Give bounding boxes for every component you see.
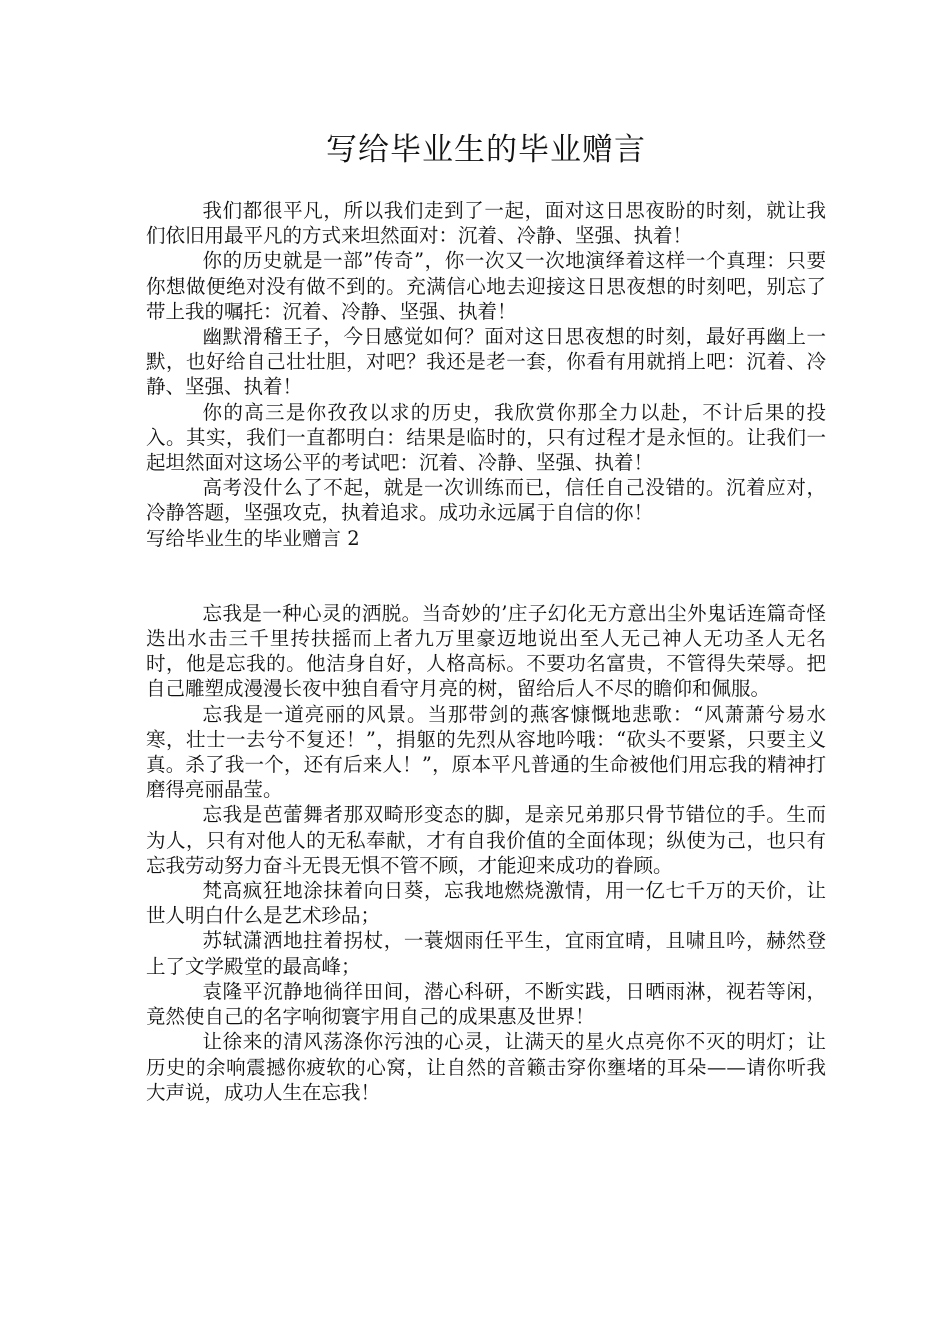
paragraph: 你的高三是你孜孜以求的历史，我欣赏你那全力以赴，不计后果的投入。其实，我们一直都明白：结果是临时的，只有过程才是永恒的。让我们一起坦然面对这场公平的考试吧：沉着、冷静、坚强、执着！ — [146, 400, 826, 475]
paragraph: 让徐来的清风荡涤你污浊的心灵，让满天的星火点亮你不灭的明灯；让历史的余响震撼你疲软的心窝，让自然的音籁击穿你壅堵的耳朵——请你听我大声说，成功人生在忘我！ — [146, 1030, 826, 1104]
paragraph: 苏轼潇洒地拄着拐杖，一蓑烟雨任平生，宜雨宜晴，且啸且吟，赫然登上了文学殿堂的最高峰； — [146, 929, 826, 978]
document-title: 写给毕业生的毕业赠言 — [326, 132, 646, 168]
paragraph: 你的历史就是一部”传奇”，你一次又一次地演绎着这样一个真理：只要你想做便绝对没有做不到的。充满信心地去迎接这日思夜想的时刻吧，别忘了带上我的嘱托：沉着、冷静、坚强、执着！ — [146, 249, 826, 323]
paragraph: 袁隆平沉静地徜徉田间，潜心科研，不断实践，日晒雨淋，视若等闲，竟然使自己的名字响彻寰宇用自己的成果惠及世界！ — [146, 979, 826, 1029]
section-gap — [146, 551, 826, 601]
paragraph: 忘我是芭蕾舞者那双畸形变态的脚，是亲兄弟那只骨节错位的手。生而为人，只有对他人的无私奉献，才有自我价值的全面体现；纵使为己，也只有忘我劳动努力奋斗无畏无惧不管不顾，才能迎来成功的眷顾。 — [146, 803, 826, 877]
paragraph: 幽默滑稽王子，今日感觉如何？面对这日思夜想的时刻，最好再幽上一默，也好给自己壮壮胆，对吧？我还是老一套，你看有用就捎上吧：沉着、冷静、坚强、执着！ — [146, 325, 826, 399]
paragraph: 梵高疯狂地涂抹着向日葵，忘我地燃烧激情，用一亿七千万的天价，让世人明白什么是艺术珍品； — [146, 879, 826, 928]
paragraph: 忘我是一种心灵的洒脱。当奇妙的’庄子幻化无方意出尘外鬼话连篇奇怪迭出水击三千里抟扶摇而上者九万里豪迈地说出至人无己神人无功圣人无名时，他是忘我的。他洁身自好，人格高标。不要功名富贵，不管得失荣辱。把自己雕塑成漫漫长夜中独自看守月亮的树，留给后人不尽的瞻仰和佩服。 — [146, 601, 826, 701]
paragraph: 我们都很平凡，所以我们走到了一起，面对这日思夜盼的时刻，就让我们依旧用最平凡的方式来坦然面对：沉着、冷静、坚强、执着！ — [146, 199, 826, 248]
section-subheading: 写给毕业生的毕业赠言 2 — [146, 526, 360, 550]
paragraph: 高考没什么了不起，就是一次训练而已，信任自己没错的。沉着应对，冷静答题，坚强攻克，执着追求。成功永远属于自信的你！ — [146, 476, 826, 525]
paragraph: 忘我是一道亮丽的风景。当那带剑的燕客慷慨地悲歌：“风萧萧兮易水寒，壮士一去兮不复还！”，捐躯的先烈从容地吟哦：“砍头不要紧，只要主义真。杀了我一个，还有后来人！”，原本平凡普通的生命被他们用忘我的精神打磨得亮丽晶莹。 — [146, 702, 826, 802]
section-2 — [146, 601, 826, 1105]
section-1 — [146, 198, 826, 551]
document-page — [146, 128, 826, 1105]
